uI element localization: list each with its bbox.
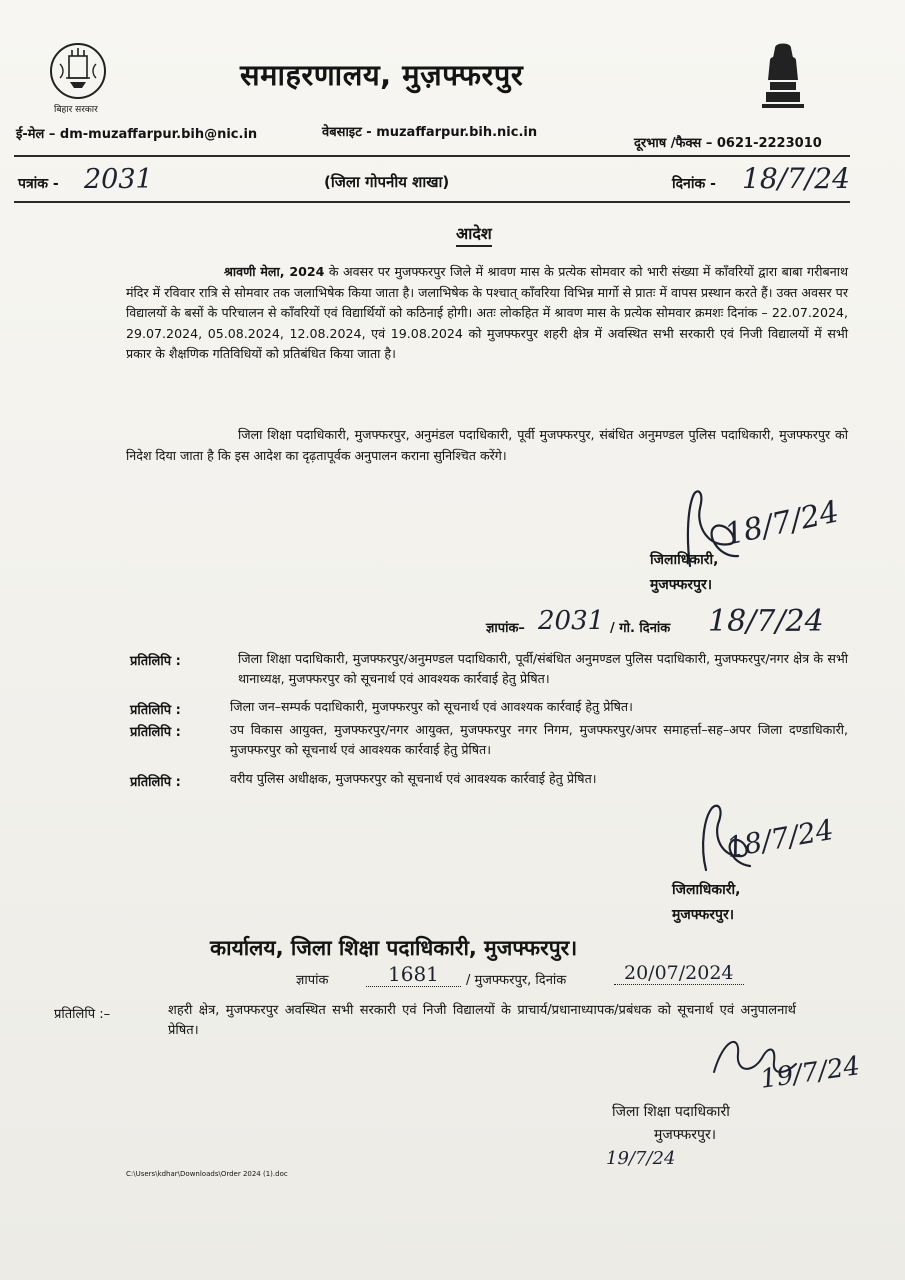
- signature-2-place: मुजफ्फरपुर।: [672, 907, 735, 923]
- copy-1-label: प्रतिलिपि :: [130, 654, 181, 669]
- deo-memo-label: ज्ञापांक: [296, 973, 329, 988]
- copy-3-label: प्रतिलिपि :: [130, 725, 181, 740]
- deo-copy-label: प्रतिलिपि :–: [54, 1007, 111, 1022]
- dinank-label: दिनांक -: [672, 176, 716, 192]
- signature-2-designation: जिलाधिकारी,: [672, 882, 741, 898]
- deo-place: मुजफ्फरपुर।: [654, 1127, 717, 1143]
- order-paragraph-1: [126, 262, 848, 365]
- deo-designation: जिला शिक्षा पदाधिकारी: [612, 1104, 730, 1120]
- deo-copy-text: शहरी क्षेत्र, मुजफ्फरपुर अवस्थित सभी सरकारी एवं निजी विद्यालयों के प्राचार्य/प्रधानाध्यापक/प्रबंधक को सूचनार्थ एवं अनुपालनार्थ प्रेषित।: [168, 1003, 796, 1038]
- header-divider-top: [14, 155, 850, 157]
- patrank-label: पत्रांक -: [18, 176, 59, 192]
- copy-4-text: वरीय पुलिस अधीक्षक, मुजफ्फरपुर को सूचनार्थ एवं आवश्यक कार्रवाई हेतु प्रेषित।: [230, 771, 597, 786]
- deo-signature-date: 19/7/24: [606, 1148, 676, 1169]
- website-line: वेबसाइट - muzaffarpur.bih.nic.in: [322, 125, 538, 140]
- copy-4-label: प्रतिलिपि :: [130, 775, 181, 790]
- deo-date-value: 20/07/2024: [614, 962, 744, 985]
- signature-1-place: मुजफ्फरपुर।: [650, 577, 713, 593]
- order-paragraph-1-lead: श्रावणी मेला, 2024: [224, 264, 325, 279]
- deo-memo-row: [296, 962, 796, 990]
- deo-place-date-label: / मुजफ्फरपुर, दिनांक: [466, 973, 567, 988]
- copy-3-text: उप विकास आयुक्त, मुजफ्फरपुर/नगर आयुक्त, मुजफ्फरपुर नगर निगम, मुजफ्फरपुर/अपर समाहर्त्ता–सह–अपर जिला दण्डाधिकारी, मुजफ्फरपुर को सूचनार्थ एवं आवश्यक कार्रवाई हेतु प्रेषित।: [230, 722, 848, 757]
- deo-memo-number: 1681: [366, 962, 461, 987]
- copy-2-text: जिला जन–सम्पर्क पदाधिकारी, मुजफ्फरपुर को सूचनार्थ एवं आवश्यक कार्रवाई हेतु प्रेषित।: [230, 699, 633, 714]
- section-name: (जिला गोपनीय शाखा): [324, 173, 450, 191]
- dinank-value: 18/7/24: [742, 162, 850, 195]
- signature-1-designation: जिलाधिकारी,: [650, 552, 719, 568]
- copy-1-text: जिला शिक्षा पदाधिकारी, मुजफ्फरपुर/अनुमण्डल पदाधिकारी, पूर्वी/संबंधित अनुमण्डल पुलिस पदाधिकारी, मुजफ्फरपुर/नगर क्षेत्र के सभी थानाध्यक्ष, मुजफ्फरपुर को सूचनार्थ एवं आवश्यक कार्रवाई हेतु प्रेषित।: [238, 651, 848, 686]
- header-divider-bottom: [14, 201, 850, 203]
- email-line: ई-मेल – dm-muzaffarpur.bih@nic.in: [16, 127, 258, 142]
- memo-label: ज्ञापांक–: [486, 621, 525, 636]
- national-emblem-logo: [760, 40, 806, 114]
- memo-number: 2031: [538, 606, 605, 636]
- memo-date: 18/7/24: [708, 604, 824, 639]
- signature-1-date: 18/7/24: [721, 494, 843, 553]
- order-paragraph-1-text: के अवसर पर मुजफ्फरपुर जिले में श्रावण मास के प्रत्येक सोमवार को भारी संख्या में काँवरियों द्वारा बाबा गरीबनाथ मंदिर में रविवार रात्रि से सोमवार तक जलाभिषेक किया जाता है। जलाभिषेक के पश्चात् काँवरिया विभिन्न मार्गो से प्रातः में वापस प्रस्थान करते हैं। उक्त अवसर पर विद्यालयों के बसों के परिचालन से काँवरियों एवं विद्यार्थियों को कठिनाई होगी। अतः लोकहित में श्रावण मास के प्रत्येक सोमवार क्रमशः दिनांक – 22.07.2024, 29.07.2024, 05.08.2024, 12.08.2024, एवं 19.08.2024 को मुजफ्फरपुर शहरी क्षेत्र में अवस्थित सभी सरकारी एवं निजी विद्यालयों में सभी प्रकार के शैक्षणिक गतिविधियों को प्रतिबंधित किया जाता है।: [126, 264, 849, 361]
- patrank-value: 2031: [84, 164, 153, 195]
- memo-date-label: / गो. दिनांक: [610, 621, 671, 636]
- bihar-emblem-logo: [42, 42, 114, 104]
- file-path-footer: C:\Users\kdhar\Downloads\Order 2024 (1).doc: [126, 1170, 288, 1178]
- emblem-caption: बिहार सरकार: [54, 105, 98, 115]
- deo-office-title: कार्यालय, जिला शिक्षा पदाधिकारी, मुजफ्फरपुर।: [210, 936, 578, 960]
- office-title: समाहरणालय, मुज़फ्फरपुर: [240, 58, 524, 92]
- phone-fax-line: दूरभाष /फैक्स – 0621-2223010: [634, 136, 822, 151]
- signature-2-date: 18/7/24: [723, 812, 836, 865]
- order-paragraph-2: जिला शिक्षा पदाधिकारी, मुजफ्फरपुर, अनुमंडल पदाधिकारी, पूर्वी मुजफ्फरपुर, संबंधित अनुमण्डल पुलिस पदाधिकारी, मुजफ्फरपुर को निदेश दिया जाता है कि इस आदेश का दृढ़तापूर्वक अनुपालन कराना सुनिश्चित करेंगे।: [126, 427, 848, 463]
- reference-row: [18, 162, 858, 200]
- memo-row: [486, 606, 856, 640]
- copy-2-label: प्रतिलिपि :: [130, 703, 181, 718]
- deo-signature-handwritten: 19/7/24: [758, 1051, 862, 1095]
- order-heading: आदेश: [456, 222, 492, 247]
